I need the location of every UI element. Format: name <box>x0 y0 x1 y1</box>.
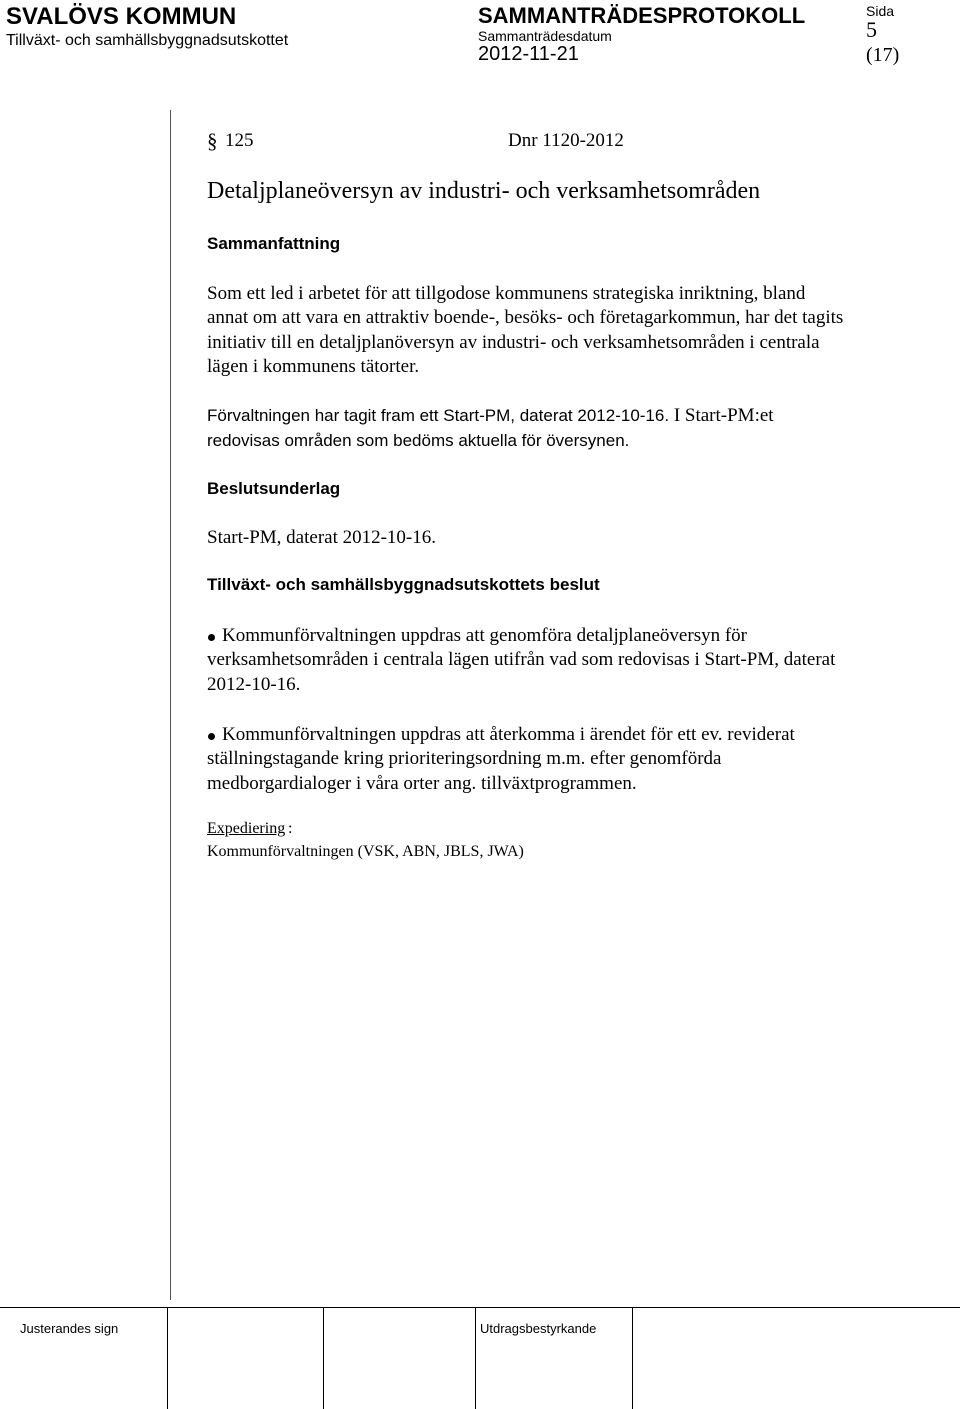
distribution-colon: : <box>288 820 293 837</box>
paragraph-sign: § <box>207 129 218 153</box>
administration-line-2: redovisas områden som bedöms aktuella för översynen. <box>207 430 630 450</box>
administration-text <box>207 404 774 453</box>
decision-item-line: 2012-10-16. <box>207 673 301 695</box>
page-label: Sida <box>866 3 895 19</box>
distribution-label <box>207 820 285 838</box>
basis-heading: Beslutsunderlag <box>207 479 341 498</box>
basis-text: Start-PM, daterat 2012-10-16. <box>207 527 437 548</box>
summary-line: initiativ till en detaljplanöversyn av industri- och verksamhetsområden i centrala <box>207 331 820 353</box>
summary-line: Som ett led i arbetet för att tillgodose kommunens strategiska inriktning, bland <box>207 283 806 304</box>
summary-line: annat om att vara en attraktiv boende-, besöks- och företagarkommun, har det tagits <box>207 307 844 329</box>
administration-line-sans: Förvaltningen har tagit fram ett Start-PM, daterat 2012-10-16. <box>207 406 670 425</box>
margin-rule <box>170 110 171 1300</box>
committee-name: Tillväxt- och samhällsbyggnadsutskottet <box>6 32 289 49</box>
case-title: Detaljplaneöversyn av industri- och verksamhetsområden <box>207 178 761 204</box>
decision-item-line: Kommunförvaltningen uppdras att återkomma i ärendet för ett ev. reviderat <box>222 724 795 745</box>
distribution-label-text: Expediering <box>207 820 286 837</box>
decision-item <box>207 624 835 697</box>
decision-item-line: medborgardialoger i våra orter ang. tillväxtprogrammen. <box>207 772 637 794</box>
summary-heading: Sammanfattning <box>207 234 341 253</box>
decision-item-line: verksamhetsområden i centrala lägen utifrån vad som redovisas i Start-PM, daterat <box>207 649 836 671</box>
decision-heading: Tillväxt- och samhällsbyggnadsutskottets beslut <box>207 575 600 594</box>
document-type: SAMMANTRÄDESPROTOKOLL <box>478 3 806 28</box>
meeting-date: 2012-11-21 <box>478 43 579 65</box>
administration-line-serif: I Start-PM:et <box>669 405 774 426</box>
signature-box-divider <box>632 1307 633 1409</box>
footer-rule <box>0 1307 960 1308</box>
decision-item <box>207 723 795 796</box>
signature-box-divider <box>167 1307 168 1409</box>
signature-box-divider <box>475 1307 476 1409</box>
decision-item-line: ställningstagande kring prioriteringsordning m.m. efter genomförda <box>207 748 722 770</box>
organization-name: SVALÖVS KOMMUN <box>6 3 237 30</box>
summary-text <box>207 282 843 379</box>
page-number: 5 <box>866 17 877 42</box>
meeting-date-label: Sammanträdesdatum <box>478 28 612 44</box>
case-registration-number: Dnr 1120-2012 <box>508 130 624 151</box>
summary-line: lägen i kommunens tätorter. <box>207 355 420 377</box>
case-number: 125 <box>225 130 254 151</box>
page-total: (17) <box>866 44 900 66</box>
extract-certification-label: Utdragsbestyrkande <box>480 1321 597 1336</box>
signature-label: Justerandes sign <box>20 1321 119 1336</box>
distribution-recipients: Kommunförvaltningen (VSK, ABN, JBLS, JWA) <box>207 843 524 860</box>
decision-item-line: Kommunförvaltningen uppdras att genomföra detaljplaneöversyn för <box>222 625 747 646</box>
signature-box-divider <box>323 1307 324 1409</box>
